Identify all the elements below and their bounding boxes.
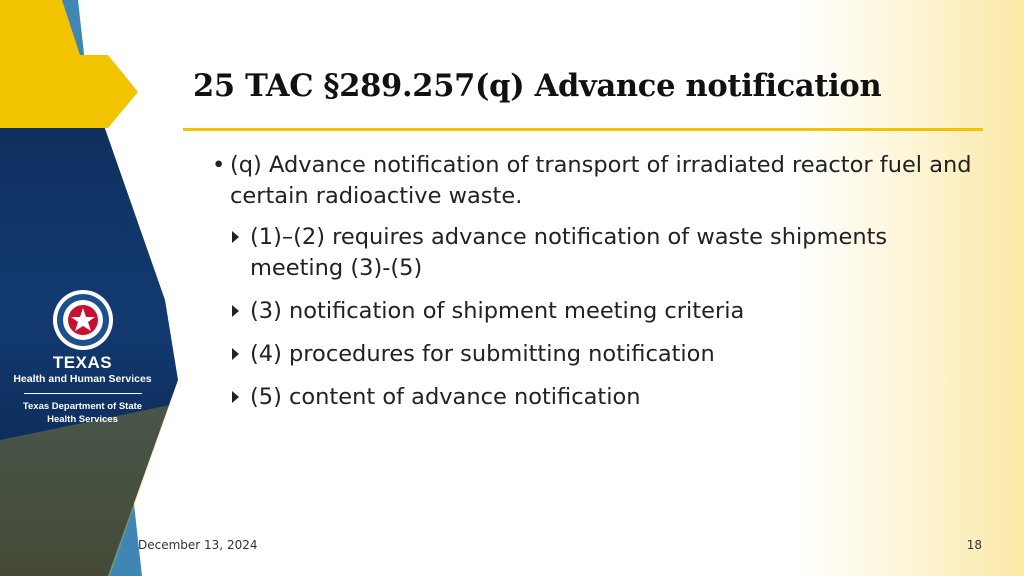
sub-bullet-list: [210, 222, 980, 413]
logo-dshs-line1: Texas Department of State: [22, 401, 143, 412]
main-bullet: [210, 150, 980, 212]
sub-bullet: [210, 222, 980, 284]
sub-bullet: [210, 296, 980, 327]
logo-dshs-line2: Health Services: [47, 414, 118, 425]
main-bullet-text: (q) Advance notification of transport of irradiated reactor fuel and certain radioactive waste.: [230, 152, 972, 209]
triangle-bullet-icon: [232, 231, 239, 243]
bullet-dot-icon: •: [212, 152, 226, 178]
logo-texas: TEXAS: [52, 353, 113, 372]
texas-seal-icon: [51, 288, 115, 352]
triangle-bullet-icon: [232, 305, 239, 317]
sub-bullet: [210, 339, 980, 370]
sub-bullet: [210, 382, 980, 413]
slide-content: [210, 150, 980, 425]
sub-bullet-text: (1)–(2) requires advance notification of waste shipments meeting (3)-(5): [250, 224, 888, 281]
agency-logo: [0, 288, 165, 426]
sub-bullet-text: (4) procedures for submitting notification: [250, 341, 715, 367]
slide-title: 25 TAC §289.257(q) Advance notification: [193, 68, 882, 104]
triangle-bullet-icon: [232, 348, 239, 360]
page-number: 18: [966, 538, 982, 552]
logo-hhs: Health and Human Services: [13, 373, 152, 385]
title-underline: [183, 128, 983, 131]
sub-bullet-text: (5) content of advance notification: [250, 384, 641, 410]
sub-bullet-text: (3) notification of shipment meeting criteria: [250, 298, 745, 324]
footer-date: December 13, 2024: [138, 538, 258, 552]
triangle-bullet-icon: [232, 391, 239, 403]
gold-chevron: [0, 55, 138, 128]
logo-divider: [24, 393, 142, 394]
